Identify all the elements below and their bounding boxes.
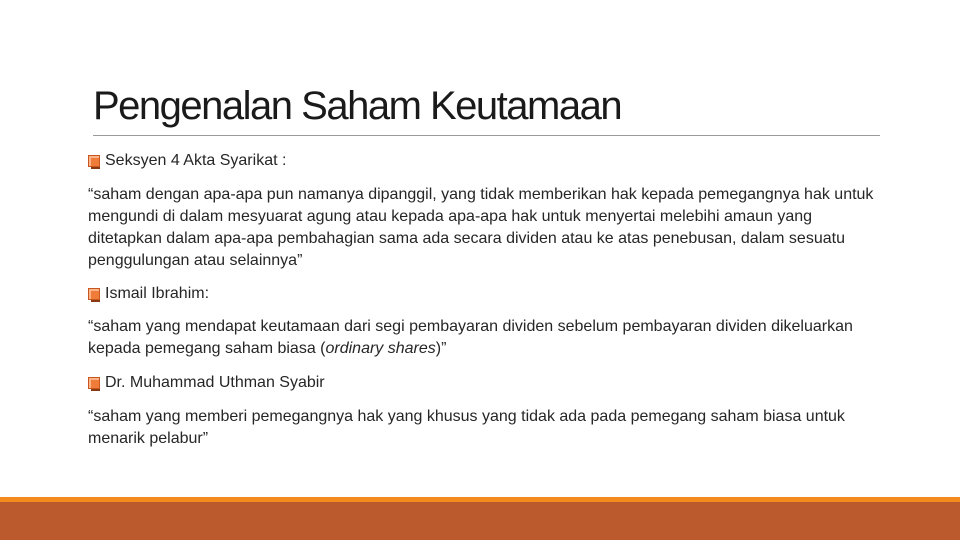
quote-ismail [88,316,878,360]
bullet-label: Dr. Muhammad Uthman Syabir [105,374,325,391]
quote-seksyen: “saham dengan apa-apa pun namanya dipanggil, yang tidak memberikan hak kepada pemegangnya hak untuk mengundi di dalam mesyuarat agung atau kepada apa-apa hak untuk menyertai melebihi amaun yang ditetapkan dalam apa-apa pembahagian sama ada secara dividen atau ke atas penebusan, dalam sesuatu penggulungan atau selainnya” [88,186,874,269]
quote-text: “saham yang mendapat keutamaan dari segi pembayaran dividen sebelum pembayaran dividen dikeluarkan kepada pemegang saham biasa ( [88,318,853,357]
slide-body [88,150,878,450]
quote-uthman: “saham yang memberi pemegangnya hak yang khusus yang tidak ada pada pemegang saham biasa untuk menarik pelabur” [88,408,845,447]
footer-bar [0,502,960,540]
square-bullet-icon [88,155,100,167]
bullet-label: Seksyen 4 Akta Syarikat : [105,152,287,169]
square-bullet-icon [88,377,100,389]
bullet-label: Ismail Ibrahim: [105,285,210,302]
quote-italic-term: ordinary shares [325,340,436,357]
bullet-item-ismail [88,283,878,305]
bullet-item-seksyen [88,150,878,172]
quote-text-end: )” [435,340,447,357]
slide-title: Pengenalan Saham Keutamaan [93,84,622,128]
square-bullet-icon [88,288,100,300]
title-underline [93,135,880,136]
bullet-item-uthman [88,372,878,394]
